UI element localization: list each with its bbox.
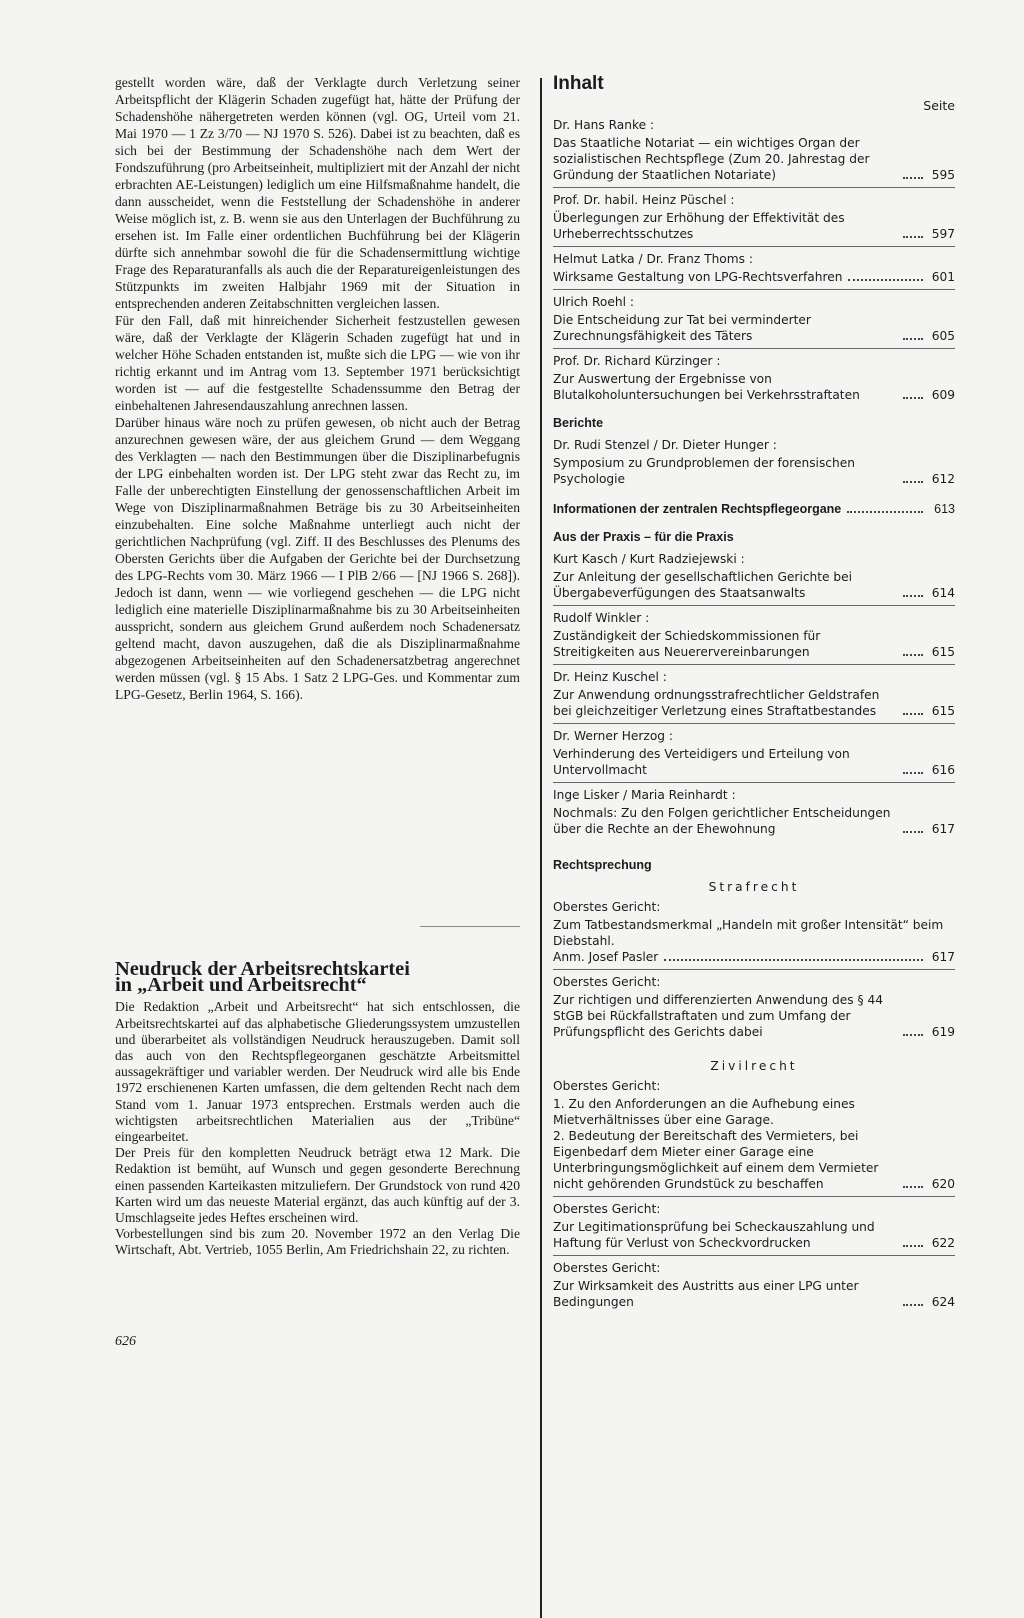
toc-page: 620: [931, 1177, 955, 1191]
toc-entry: [553, 728, 955, 778]
section-berichte: Berichte: [553, 416, 604, 430]
toc-separator: [553, 1196, 955, 1197]
article-divider: [420, 926, 520, 927]
toc-title: Inhalt: [553, 73, 604, 94]
dot-leader: [847, 511, 923, 513]
toc-entry-title: Überlegungen zur Erhöhung der Effektivität des Urheberrechtsschutzes: [553, 211, 845, 241]
dot-leader: [903, 177, 923, 179]
toc-page: 597: [931, 227, 955, 241]
toc-entry: [553, 551, 955, 601]
toc-entry-title: Das Staatliche Notariat — ein wichtiges Organ der sozialistischen Rechtspflege (Zum 20. Jahrestag der Gründung der Staatlichen Notariate): [553, 136, 870, 182]
toc-page: 615: [931, 704, 955, 718]
column-rule: [540, 78, 542, 1618]
toc-page: 617: [931, 950, 955, 964]
toc-entry-title: Zur Auswertung der Ergebnisse von Blutalkoholuntersuchungen bei Verkehrsstraftaten: [553, 372, 860, 402]
toc-entry: [553, 251, 955, 285]
informationen-title: Informationen der zentralen Rechtspflegeorgane: [553, 502, 842, 516]
toc-separator: [553, 246, 955, 247]
toc-entry-title: Nochmals: Zu den Folgen gerichtlicher Entscheidungen über die Rechte an der Ehewohnung: [553, 806, 891, 836]
toc-entry-title: Zur Wirksamkeit des Austritts aus einer LPG unter Bedingungen: [553, 1279, 859, 1309]
dot-leader: [664, 959, 923, 961]
toc-separator: [553, 605, 955, 606]
toc-entry-title: Die Entscheidung zur Tat bei verminderter Zurechnungsfähigkeit des Täters: [553, 313, 811, 343]
toc-entry-item-1: 1. Zu den Anforderungen an die Aufhebung eines Mietverhältnisses über eine Garage.: [553, 1097, 855, 1127]
toc-author: Dr. Hans Ranke :: [553, 118, 655, 132]
dot-leader: [848, 279, 923, 281]
toc-entry-title: Wirksame Gestaltung von LPG-Rechtsverfahren: [553, 270, 843, 284]
toc-court: Oberstes Gericht:: [553, 1202, 661, 1216]
toc-author: Prof. Dr. Richard Kürzinger :: [553, 354, 721, 368]
toc-page: 617: [931, 822, 955, 836]
table-of-contents: [553, 73, 955, 1314]
toc-entry-title: Zum Tatbestandsmerkmal „Handeln mit großer Intensität“ beim Diebstahl.: [553, 918, 944, 948]
toc-entry: [553, 1078, 955, 1192]
toc-court: Oberstes Gericht:: [553, 1079, 661, 1093]
article-title-line-1: Neudruck der Arbeitsrechtskartei: [115, 957, 410, 980]
toc-court: Oberstes Gericht:: [553, 975, 661, 989]
toc-page: 624: [931, 1295, 955, 1309]
toc-entry-title: Symposium zu Grundproblemen der forensischen Psychologie: [553, 456, 855, 486]
subsection-strafrecht: Strafrecht: [708, 880, 800, 894]
toc-entry-title: Zur Anleitung der gesellschaftlichen Gerichte bei Übergabeverfügungen des Staatsanwalts: [553, 570, 853, 600]
toc-entry-title: Zur Anwendung ordnungsstrafrechtlicher Geldstrafen bei gleichzeitiger Verletzung eines Straftatbestandes: [553, 688, 880, 718]
subsection-zivilrecht: Zivilrecht: [710, 1059, 798, 1073]
article-paragraph-2: Der Preis für den kompletten Neudruck beträgt etwa 12 Mark. Die Redaktion ist bemüht, auf Wunsch und gegen gesonderte Berechnung einen passenden Karteikasten mitzuliefern. Der Grundstock von rund 420 Karten wird um das neueste Material ergänzt, das auch künftig auf der 3. Umschlagseite jedes Heftes erscheinen wird.: [115, 1145, 520, 1225]
section-praxis: Aus der Praxis – für die Praxis: [553, 530, 734, 544]
section-informationen: [553, 501, 955, 517]
toc-page: 612: [931, 472, 955, 486]
seite-label: Seite: [923, 98, 955, 113]
dot-leader: [903, 481, 923, 483]
toc-author: Dr. Rudi Stenzel / Dr. Dieter Hunger :: [553, 438, 777, 452]
toc-entry: [553, 1260, 955, 1310]
toc-page: 605: [931, 329, 955, 343]
dot-leader: [903, 1304, 923, 1306]
dot-leader: [903, 831, 923, 833]
toc-author: Inge Lisker / Maria Reinhardt :: [553, 788, 736, 802]
toc-page: 595: [931, 168, 955, 182]
dot-leader: [903, 654, 923, 656]
toc-entry-title: Zur richtigen und differenzierten Anwendung des § 44 StGB bei Rückfallstraftaten und zum Umfang der Prüfungspflicht des Gerichts dabei: [553, 993, 883, 1039]
toc-author: Rudolf Winkler :: [553, 611, 650, 625]
toc-annotation: Anm. Josef Pasler: [553, 950, 659, 964]
dot-leader: [903, 1245, 923, 1247]
toc-entry: [553, 117, 955, 183]
toc-entry: [553, 437, 955, 487]
dot-leader: [903, 236, 923, 238]
toc-author: Prof. Dr. habil. Heinz Püschel :: [553, 193, 735, 207]
toc-entry-title: Verhinderung des Verteidigers und Erteilung von Untervollmacht: [553, 747, 850, 777]
toc-separator: [553, 723, 955, 724]
toc-entry: [553, 669, 955, 719]
toc-entry: [553, 974, 955, 1040]
paragraph-1: gestellt worden wäre, daß der Verklagte durch Verletzung seiner Arbeitspflicht der Klägerin Schaden zugefügt hat, hätte der Prüfung der Schadenshöhe nähergetreten werden können (vgl. OG, Urteil vom 21. Mai 1970 — 1 Zz 3/70 — NJ 1970 S. 526). Dabei ist zu beachten, daß es sich bei der Bestimmung der Schadenshöhe nach dem Wert der Fondszuführung (pro Arbeitseinheit, multipliziert mit der Anzahl der nicht erbrachten AE-Leistungen) lediglich um eine Hilfsmaßnahme handelt, die dann ausscheidet, wenn die Feststellung der Schadenshöhe in anderer Weise möglich ist, z. B. wenn sie aus den Unterlagen der Buchführung zu ersehen ist. Im Falle einer ordentlichen Buchführung bei der Klägerin dürfte sich annehmbar sowohl die für die Schadensermittlung wichtige Frage des Reparaturanfalls als auch die der Reparatureigenleistungen des Stützpunkts im zweiten Halbjahr 1969 mit der Situation in entsprechenden anderen Zeitabschnitten vergleichen lassen.: [115, 75, 520, 311]
page-number: 626: [115, 1334, 136, 1349]
toc-page: 622: [931, 1236, 955, 1250]
toc-page: 614: [931, 586, 955, 600]
toc-separator: [553, 187, 955, 188]
paragraph-2: Für den Fall, daß mit hinreichender Sicherheit festzustellen gewesen wäre, daß der Verklagte der Klägerin Schaden zugefügt hat und in welcher Höhe Schaden entstanden ist, mußte sich die LPG — wie von ihr richtig erkannt und im Antrag vom 13. September 1971 berücksichtigt worden ist — auf die festgestellte Schadenssumme den Betrag der einbehaltenen Jahresendauszahlung anrechnen lassen.: [115, 313, 520, 413]
toc-page: 601: [931, 270, 955, 284]
article-neudruck: [115, 944, 520, 1259]
toc-separator: [553, 1255, 955, 1256]
toc-entry-title: Zuständigkeit der Schiedskommissionen für Streitigkeiten aus Neuerervereinbarungen: [553, 629, 821, 659]
toc-entry: [553, 1201, 955, 1251]
toc-author: Dr. Heinz Kuschel :: [553, 670, 667, 684]
toc-entry: [553, 353, 955, 403]
section-rechtsprechung: Rechtsprechung: [553, 858, 652, 872]
dot-leader: [903, 1186, 923, 1188]
dot-leader: [903, 397, 923, 399]
dot-leader: [903, 1034, 923, 1036]
toc-page: 616: [931, 763, 955, 777]
toc-separator: [553, 289, 955, 290]
article-title-line-2: in „Arbeit und Arbeitsrecht“: [115, 974, 367, 997]
toc-separator: [553, 969, 955, 970]
dot-leader: [903, 713, 923, 715]
toc-author: Helmut Latka / Dr. Franz Thoms :: [553, 252, 753, 266]
toc-page: 615: [931, 645, 955, 659]
toc-page: 609: [931, 388, 955, 402]
toc-entry: [553, 787, 955, 837]
toc-page: 613: [934, 502, 955, 516]
toc-author: Dr. Werner Herzog :: [553, 729, 674, 743]
toc-entry-item-2: 2. Bedeutung der Bereitschaft des Vermieters, bei Eigenbedarf dem Mieter einer Garage eine Unterbringungsmöglichkeit auf einem dem Vermieter nicht gehörenden Grundstück zu beschaffen: [553, 1129, 879, 1191]
toc-separator: [553, 348, 955, 349]
left-column: [115, 74, 520, 703]
toc-entry: [553, 610, 955, 660]
toc-author: Kurt Kasch / Kurt Radziejewski :: [553, 552, 745, 566]
toc-entry-title: Zur Legitimationsprüfung bei Scheckauszahlung und Haftung für Verlust von Scheckvordrucken: [553, 1220, 875, 1250]
toc-author: Ulrich Roehl :: [553, 295, 634, 309]
toc-court: Oberstes Gericht:: [553, 900, 661, 914]
article-paragraph-1: Die Redaktion „Arbeit und Arbeitsrecht“ hat sich entschlossen, die Arbeitsrechtskartei auf das alphabetische Gliederungssystem umzustellen und überarbeitet als vollständigen Neudruck herauszugeben. Damit soll das auch von den Rechtspflegeorganen geschätzte Arbeitsmittel aussagekräftiger und variabler werden. Der Neudruck wird alle bis Ende 1972 erschienenen Karten umfassen, die dem geltenden Recht nach dem Stand vom 1. Januar 1973 entsprechen. Erstmals werden auch die wichtigsten arbeitsrechtlichen Materialien aus der „Tribüne“ eingearbeitet.: [115, 999, 520, 1144]
dot-leader: [903, 772, 923, 774]
toc-court: Oberstes Gericht:: [553, 1261, 661, 1275]
paragraph-3: Darüber hinaus wäre noch zu prüfen gewesen, ob nicht auch der Betrag anzurechnen gewesen wäre, der aus gleichem Grund — dem Weggang des Verklagten — nach den Bestimmungen über die Disziplinarbefugnis der LPG einbehalten worden ist. Der LPG steht zwar das Recht zu, im Falle der unberechtigten Einstellung der genossenschaftlichen Arbeit im Wege von Disziplinarmaßnahmen Beträge bis zu 30 Arbeitseinheiten einzubehalten. Eine solche Maßnahme unterliegt auch nicht der gerichtlichen Nachprüfung (vgl. Ziff. II des Beschlusses des Plenums des Obersten Gerichts über die Aufgaben der Gerichte bei der Durchsetzung des LPG-Rechts vom 30. März 1966 — I PlB 2/66 — [NJ 1966 S. 268]). Jedoch ist dann, wenn — wie vorliegend geschehen — die LPG nicht lediglich eine materielle Disziplinarmaßnahme bis zu 30 Arbeitseinheiten ausspricht, sondern aus gleichem Grund außerdem noch Schadenersatz geltend macht, davon auszugehen, daß die als Disziplinarmaßnahme abgezogenen Arbeitseinheiten auf den Schadenersatzbetrag angerechnet werden müssen (vgl. § 15 Abs. 1 Satz 2 LPG-Ges. und Kommentar zum LPG-Gesetz, Berlin 1964, S. 166).: [115, 415, 520, 702]
toc-entry: [553, 899, 955, 965]
article-paragraph-3: Vorbestellungen sind bis zum 20. November 1972 an den Verlag Die Wirtschaft, Abt. Vertrieb, 1055 Berlin, Am Friedrichshain 22, zu richten.: [115, 1226, 520, 1258]
article-title: [115, 957, 520, 997]
dot-leader: [903, 338, 923, 340]
toc-entry: [553, 192, 955, 242]
toc-separator: [553, 664, 955, 665]
toc-separator: [553, 782, 955, 783]
toc-entry: [553, 294, 955, 344]
toc-page: 619: [931, 1025, 955, 1039]
dot-leader: [903, 595, 923, 597]
